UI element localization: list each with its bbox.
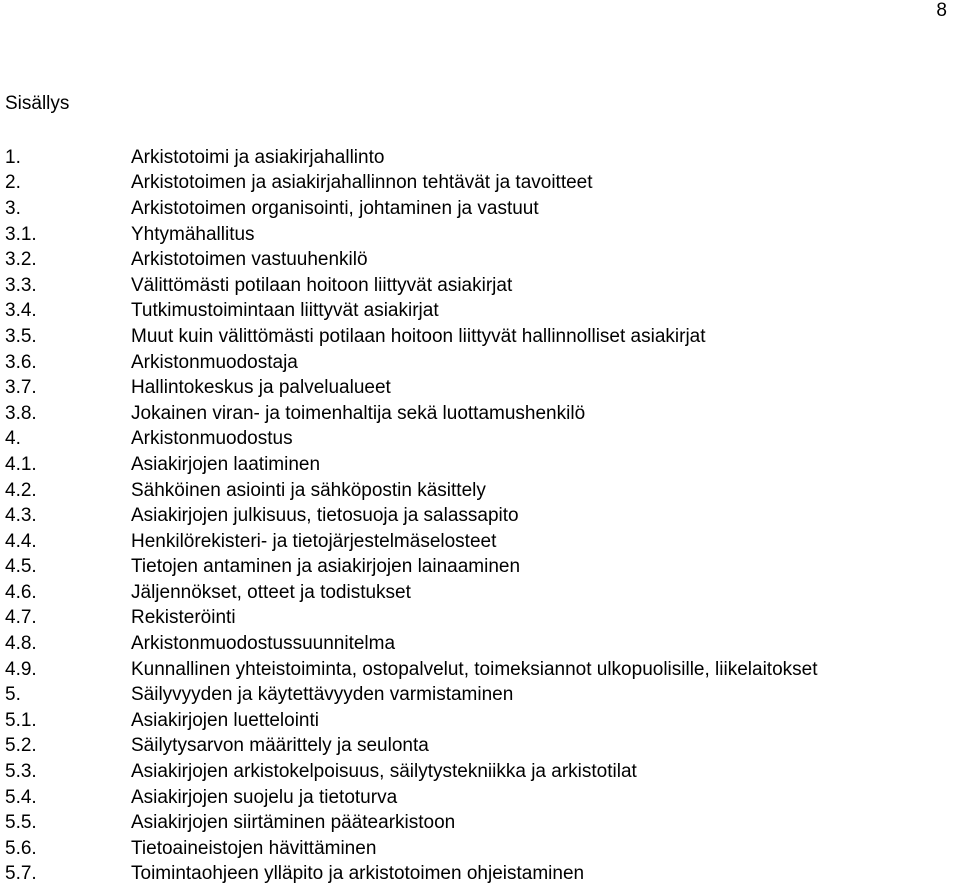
toc-entry-number: 3.6. bbox=[5, 351, 37, 373]
toc-entry[interactable] bbox=[5, 836, 955, 862]
toc-entry-number: 4.1. bbox=[5, 453, 37, 475]
toc-entry[interactable] bbox=[5, 606, 955, 632]
toc-entry[interactable] bbox=[5, 401, 955, 427]
toc-entry-text: Asiakirjojen julkisuus, tietosuoja ja salassapito bbox=[131, 505, 519, 527]
toc-entry[interactable] bbox=[5, 555, 955, 581]
toc-entry-number: 5.1. bbox=[5, 709, 37, 731]
toc-entry-text: Toimintaohjeen ylläpito ja arkistotoimen ohjeistaminen bbox=[131, 863, 585, 885]
toc-entry[interactable] bbox=[5, 478, 955, 504]
toc-entry[interactable] bbox=[5, 324, 955, 350]
toc-entry[interactable] bbox=[5, 810, 955, 836]
toc-title: Sisällys bbox=[5, 93, 70, 114]
toc-entry-number: 3.5. bbox=[5, 325, 37, 347]
toc-entry[interactable] bbox=[5, 682, 955, 708]
toc-entry[interactable] bbox=[5, 529, 955, 555]
toc-entry-text: Jokainen viran- ja toimenhaltija sekä luottamushenkilö bbox=[131, 402, 586, 424]
toc-entry-text: Tutkimustoimintaan liittyvät asiakirjat bbox=[131, 300, 439, 322]
toc-entry-number: 4.8. bbox=[5, 633, 37, 655]
toc-entry[interactable] bbox=[5, 196, 955, 222]
toc-entry-text: Asiakirjojen suojelu ja tietoturva bbox=[131, 786, 398, 808]
toc-entry-text: Asiakirjojen arkistokelpoisuus, säilytystekniikka ja arkistotilat bbox=[131, 761, 637, 783]
toc-entry[interactable] bbox=[5, 503, 955, 529]
toc-entry-number: 4.5. bbox=[5, 556, 37, 578]
toc-entry-number: 3. bbox=[5, 197, 21, 219]
toc-entry-text: Arkistotoimen vastuuhenkilö bbox=[131, 249, 368, 271]
toc-entry-number: 5.4. bbox=[5, 786, 37, 808]
toc-entry-text: Arkistonmuodostaja bbox=[131, 351, 298, 373]
toc-entry-text: Asiakirjojen siirtäminen päätearkistoon bbox=[131, 812, 456, 834]
toc-entry[interactable] bbox=[5, 759, 955, 785]
toc-entry[interactable] bbox=[5, 785, 955, 811]
toc-entry-number: 4.9. bbox=[5, 658, 37, 680]
toc-entry-text: Säilytysarvon määrittely ja seulonta bbox=[131, 735, 429, 757]
toc-entry-text: Henkilörekisteri- ja tietojärjestelmäselosteet bbox=[131, 530, 497, 552]
toc-entry-number: 1. bbox=[5, 146, 21, 168]
toc-entry-text: Sähköinen asiointi ja sähköpostin käsittely bbox=[131, 479, 486, 501]
toc-entry[interactable] bbox=[5, 375, 955, 401]
toc-entry[interactable] bbox=[5, 171, 955, 197]
toc-entry[interactable] bbox=[5, 708, 955, 734]
toc-entry[interactable] bbox=[5, 247, 955, 273]
toc-entry-text: Jäljennökset, otteet ja todistukset bbox=[131, 581, 411, 603]
toc-entry-number: 3.3. bbox=[5, 274, 37, 296]
toc-entry-text: Kunnallinen yhteistoiminta, ostopalvelut, toimeksiannot ulkopuolisille, liikelaitokset bbox=[131, 658, 818, 680]
toc-entry-number: 3.8. bbox=[5, 402, 37, 424]
toc-entry-number: 3.2. bbox=[5, 249, 37, 271]
toc-entry-text: Arkistonmuodostus bbox=[131, 428, 293, 450]
toc-entry-text: Arkistotoimi ja asiakirjahallinto bbox=[131, 146, 385, 168]
toc-entry[interactable] bbox=[5, 273, 955, 299]
table-of-contents bbox=[5, 145, 955, 887]
toc-entry[interactable] bbox=[5, 862, 955, 887]
toc-entry-number: 5.3. bbox=[5, 761, 37, 783]
toc-entry-number: 4.7. bbox=[5, 607, 37, 629]
toc-entry-number: 5.2. bbox=[5, 735, 37, 757]
toc-entry[interactable] bbox=[5, 734, 955, 760]
toc-entry-text: Yhtymähallitus bbox=[131, 223, 255, 245]
toc-entry-number: 4.6. bbox=[5, 581, 37, 603]
toc-entry-text: Arkistonmuodostussuunnitelma bbox=[131, 633, 396, 655]
toc-entry-number: 4. bbox=[5, 428, 21, 450]
toc-entry-number: 4.4. bbox=[5, 530, 37, 552]
toc-entry[interactable] bbox=[5, 299, 955, 325]
toc-entry[interactable] bbox=[5, 452, 955, 478]
toc-entry-text: Hallintokeskus ja palvelualueet bbox=[131, 377, 391, 399]
toc-entry-text: Asiakirjojen luettelointi bbox=[131, 709, 319, 731]
toc-entry-text: Asiakirjojen laatiminen bbox=[131, 453, 321, 475]
toc-entry-text: Säilyvyyden ja käytettävyyden varmistaminen bbox=[131, 684, 514, 706]
toc-entry[interactable] bbox=[5, 657, 955, 683]
toc-entry-text: Muut kuin välittömästi potilaan hoitoon liittyvät hallinnolliset asiakirjat bbox=[131, 325, 706, 347]
toc-entry-number: 5. bbox=[5, 684, 21, 706]
toc-entry-number: 5.7. bbox=[5, 863, 37, 885]
toc-entry[interactable] bbox=[5, 427, 955, 453]
toc-entry-number: 3.4. bbox=[5, 300, 37, 322]
toc-entry-number: 5.5. bbox=[5, 812, 37, 834]
toc-entry[interactable] bbox=[5, 145, 955, 171]
toc-entry-text: Arkistotoimen organisointi, johtaminen ja vastuut bbox=[131, 197, 539, 219]
toc-entry-text: Välittömästi potilaan hoitoon liittyvät asiakirjat bbox=[131, 274, 513, 296]
toc-entry[interactable] bbox=[5, 222, 955, 248]
toc-entry-number: 2. bbox=[5, 172, 21, 194]
toc-entry-text: Arkistotoimen ja asiakirjahallinnon tehtävät ja tavoitteet bbox=[131, 172, 593, 194]
toc-entry-number: 4.2. bbox=[5, 479, 37, 501]
toc-entry[interactable] bbox=[5, 631, 955, 657]
toc-entry-text: Rekisteröinti bbox=[131, 607, 236, 629]
toc-entry-number: 3.1. bbox=[5, 223, 37, 245]
toc-entry[interactable] bbox=[5, 350, 955, 376]
page-number: 8 bbox=[936, 0, 947, 21]
toc-entry-number: 5.6. bbox=[5, 837, 37, 859]
toc-entry-number: 3.7. bbox=[5, 377, 37, 399]
toc-entry-text: Tietojen antaminen ja asiakirjojen lainaaminen bbox=[131, 556, 521, 578]
toc-entry-number: 4.3. bbox=[5, 505, 37, 527]
toc-entry-text: Tietoaineistojen hävittäminen bbox=[131, 837, 377, 859]
toc-entry[interactable] bbox=[5, 580, 955, 606]
